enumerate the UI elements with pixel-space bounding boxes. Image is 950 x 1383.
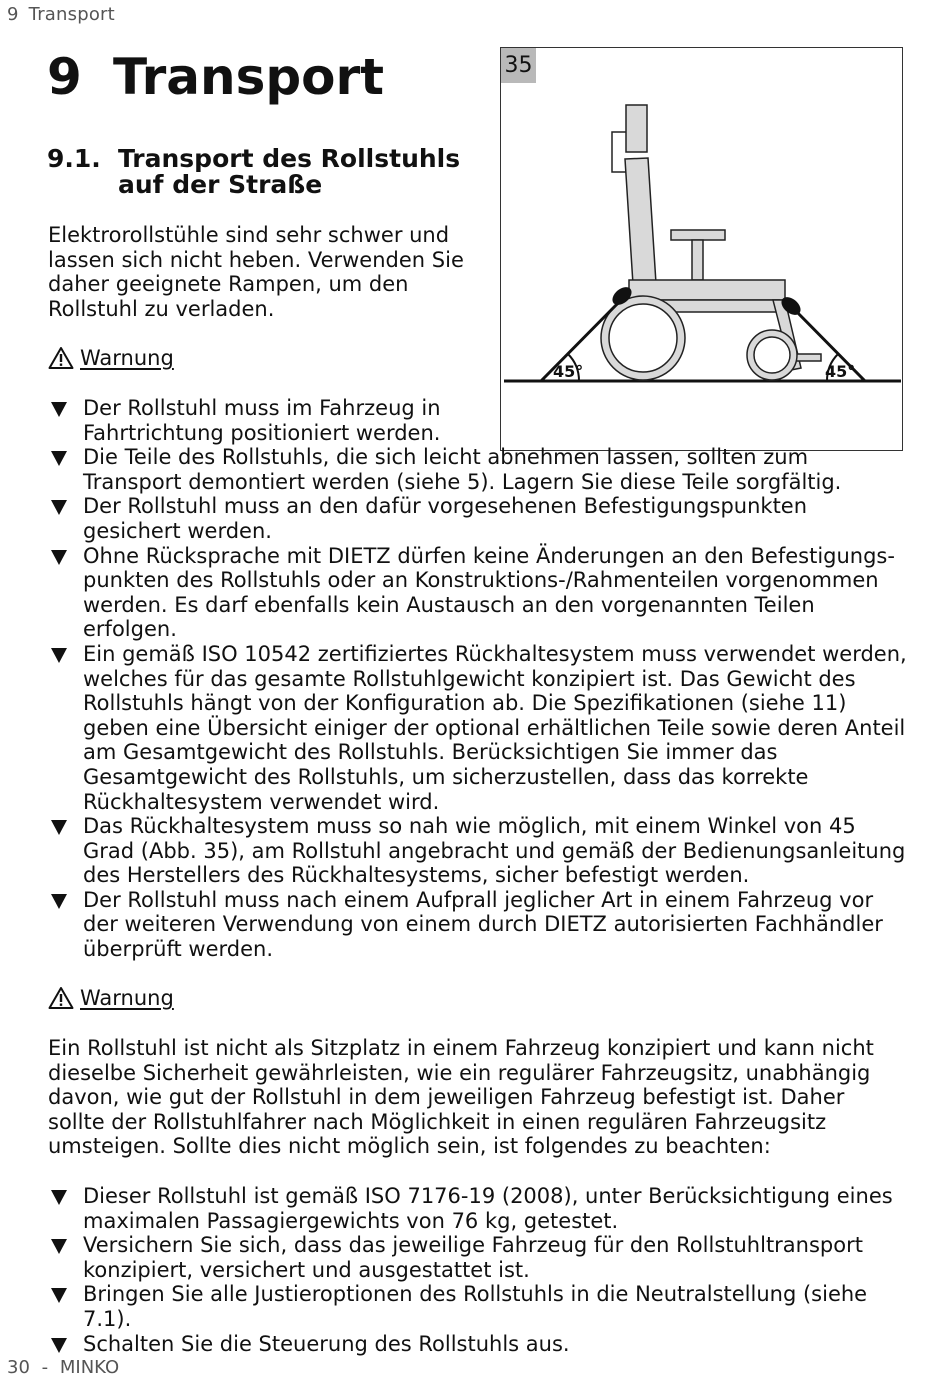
list-item: Versichern Sie sich, dass das jeweilige Fahrzeug für den Rollstuhltransport konzipiert, versichert und ausgestattet ist. (48, 1233, 918, 1282)
list-item: Dieser Rollstuhl ist gemäß ISO 7176-19 (2008), unter Berücksichtigung eines maximalen Passagiergewichts von 76 kg, getestet. (48, 1184, 918, 1233)
requirements-list (48, 396, 908, 962)
header-chapter-name: Transport (28, 4, 115, 25)
intro-paragraph: Elektrorollstühle sind sehr schwer und lassen sich nicht heben. Verwenden Sie daher geeignete Rampen, um den Rollstuhl zu verladen. (48, 223, 464, 322)
warning-triangle-icon (48, 346, 74, 370)
list-item: Die Teile des Rollstuhls, die sich leicht abnehmen lassen, sollten zum Transport demontiert werden (siehe 5). Lagern Sie diese Teile sorgfältig. (48, 445, 908, 494)
figure-wheelchair-tiedown (500, 47, 903, 451)
bullet-triangle-icon (51, 402, 67, 417)
warning-label: Warnung (80, 986, 174, 1010)
bullet-triangle-icon (51, 894, 67, 909)
list-item: Ohne Rücksprache mit DIETZ dürfen keine Änderungen an den Befestigungs-punkten des Rollstuhls oder an Konstruktions-/Rahmenteilen vorgenommen werden. Es darf ebenfalls kein Austausch an den vorgenannten Teilen erfolgen. (48, 544, 908, 642)
checklist (48, 1184, 918, 1356)
list-item: Das Rückhaltesystem muss so nah wie möglich, mit einem Winkel von 45 Grad (Abb. 35), am Rollstuhl angebracht und gemäß der Bedienungsanleitung des Herstellers des Rückhaltesystems, sicher befestigt werden. (48, 814, 908, 888)
safety-paragraph: Ein Rollstuhl ist nicht als Sitzplatz in einem Fahrzeug konzipiert und kann nicht dieselbe Sicherheit gewährleisten, wie ein regulärer Fahrzeugsitz, unabhängig davon, wie gut der Rollstuhl in dem jeweiligen Fahrzeug befestigt ist. Daher sollte der Rollstuhlfahrer nach Möglichkeit in einen regulären Fahrzeugsitz umsteigen. Sollte dies nicht möglich sein, ist folgendes zu beachten: (48, 1036, 874, 1159)
page-footer (7, 1357, 119, 1378)
bullet-triangle-icon (51, 820, 67, 835)
angle-label-right: 45° (825, 362, 856, 381)
warning-triangle-icon (48, 986, 74, 1010)
list-item: Der Rollstuhl muss nach einem Aufprall jeglicher Art in einem Fahrzeug vor der weiteren Verwendung von einem durch DIETZ autorisierten Fachhändler überprüft werden. (48, 888, 908, 962)
bullet-triangle-icon (51, 550, 67, 565)
section-number: 9.1. (47, 144, 101, 173)
section-name: Transport des Rollstuhls auf der Straße (118, 144, 461, 199)
bullet-triangle-icon (51, 500, 67, 515)
wheelchair-diagram (501, 48, 904, 452)
warning-heading (48, 345, 174, 371)
list-item: Bringen Sie alle Justieroptionen des Rollstuhls in die Neutralstellung (siehe 7.1). (48, 1282, 918, 1331)
chapter-name: Transport (113, 48, 385, 106)
warning-heading (48, 985, 174, 1011)
bullet-triangle-icon (51, 1190, 67, 1205)
chapter-title (47, 48, 384, 106)
list-item: Der Rollstuhl muss im Fahrzeug in Fahrtrichtung positioniert werden. (48, 396, 468, 445)
header-chapter-number: 9 (7, 4, 19, 25)
bullet-triangle-icon (51, 1239, 67, 1254)
footer-separator: - (41, 1357, 49, 1378)
list-item: Ein gemäß ISO 10542 zertifiziertes Rückhaltesystem muss verwendet werden, welches für das gesamte Rollstuhlgewicht konzipiert ist. Das Gewicht des Rollstuhls hängt von der Konfiguration ab. Die Spezifikationen (siehe 11) geben eine Übersicht einiger der optional erhältlichen Teile sowie deren Anteil am Gesamtgewicht des Rollstuhls. Berücksichtigen Sie immer das Gesamtgewicht des Rollstuhls, um sicherzustellen, dass das korrekte Rückhaltesystem verwendet wird. (48, 642, 908, 814)
list-item: Der Rollstuhl muss an den dafür vorgesehenen Befestigungspunkten gesichert werden. (48, 494, 908, 543)
warning-label: Warnung (80, 346, 174, 370)
angle-label-left: 45° (553, 362, 584, 381)
running-header (7, 4, 115, 25)
bullet-triangle-icon (51, 1338, 67, 1353)
chapter-number: 9 (47, 48, 82, 106)
figure-number: 35 (501, 48, 536, 83)
product-name: MINKO (59, 1357, 120, 1378)
bullet-triangle-icon (51, 451, 67, 466)
list-item: Schalten Sie die Steuerung des Rollstuhls aus. (48, 1332, 918, 1357)
bullet-triangle-icon (51, 1288, 67, 1303)
page-number: 30 (7, 1357, 30, 1378)
bullet-triangle-icon (51, 648, 67, 663)
